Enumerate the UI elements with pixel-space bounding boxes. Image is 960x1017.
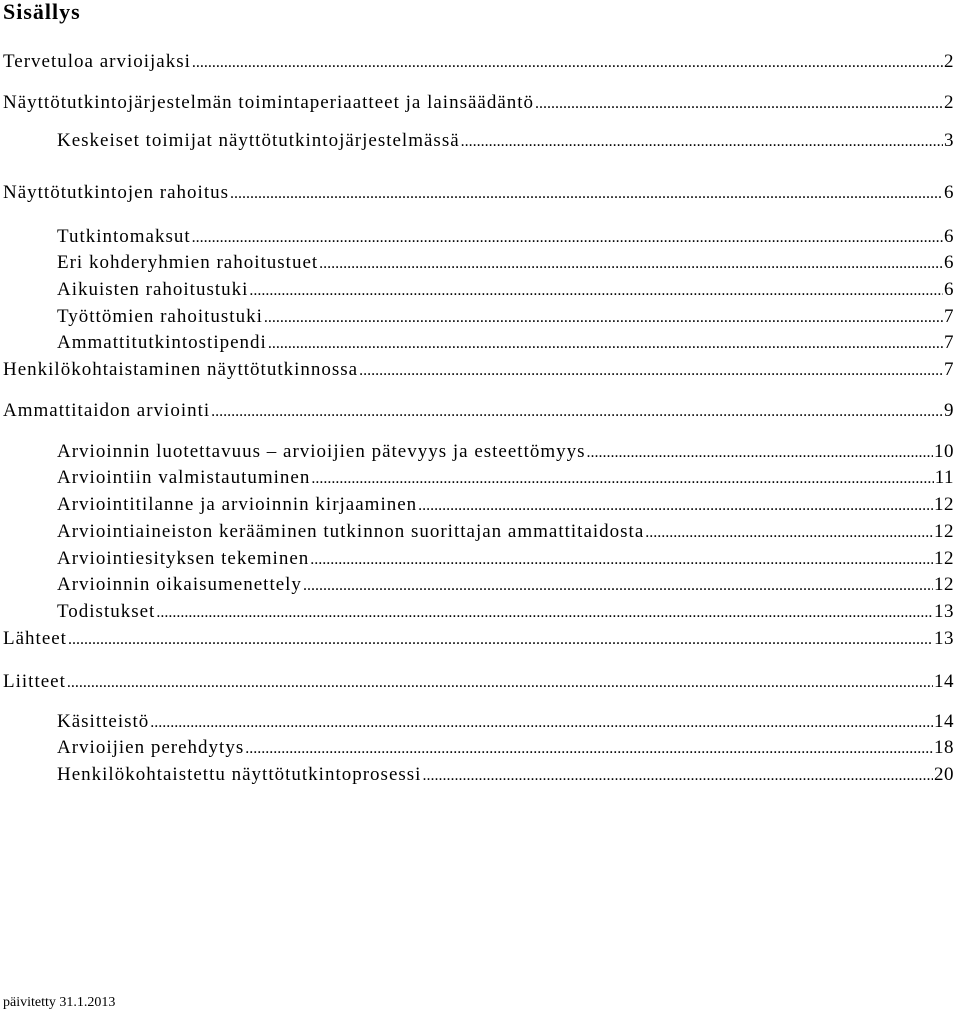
toc-entry[interactable] (57, 250, 954, 276)
toc-page-number: 11 (934, 467, 954, 488)
toc-entry[interactable] (57, 709, 954, 735)
toc-entry-title: Käsitteistö (57, 711, 150, 732)
toc-dot-leader (156, 600, 933, 626)
toc-page-number: 7 (944, 359, 954, 380)
toc-page-number: 6 (944, 226, 954, 247)
toc-page-number: 20 (934, 764, 954, 785)
toc-entry-title: Eri kohderyhmien rahoitustuet (57, 252, 319, 273)
toc-dot-leader (535, 91, 943, 117)
toc-page-number: 13 (934, 601, 954, 622)
toc-entry-title: Arviointiaineiston kerääminen tutkinnon suorittajan ammattitaidosta (57, 521, 645, 542)
toc-entry-title: Arvioinnin luotettavuus – arvioijien pätevyys ja esteettömyys (57, 441, 586, 462)
toc-entry[interactable] (57, 224, 954, 250)
toc-page-number: 7 (944, 306, 954, 327)
toc-page-number: 9 (944, 400, 954, 421)
toc-dot-leader (192, 225, 943, 251)
toc-entry-title: Arviointiin valmistautuminen (57, 467, 311, 488)
toc-dot-leader (418, 493, 933, 519)
toc-page-number: 2 (944, 92, 954, 113)
toc-entry[interactable] (3, 357, 954, 383)
toc-dot-leader (264, 305, 943, 331)
page-title: Sisällys (3, 0, 81, 24)
toc-entry-title: Henkilökohtaistettu näyttötutkintoprosessi (57, 764, 422, 785)
toc-entry[interactable] (57, 762, 954, 788)
toc-entry[interactable] (57, 439, 954, 465)
toc-page-number: 12 (934, 548, 954, 569)
toc-entry-title: Arvioinnin oikaisumenettely (57, 574, 302, 595)
toc-entry-title: Näyttötutkintojen rahoitus (3, 182, 230, 203)
toc-page-number: 3 (944, 130, 954, 151)
toc-entry-title: Aikuisten rahoitustuki (57, 279, 249, 300)
toc-page-number: 14 (934, 671, 954, 692)
toc-entry[interactable] (3, 49, 954, 75)
toc-entry-title: Todistukset (57, 601, 156, 622)
toc-page-number: 7 (944, 332, 954, 353)
toc-entry[interactable] (3, 90, 954, 116)
toc-dot-leader (587, 440, 933, 466)
toc-dot-leader (249, 278, 943, 304)
toc-page-number: 13 (934, 628, 954, 649)
toc-page-number: 12 (934, 494, 954, 515)
toc-entry[interactable] (57, 599, 954, 625)
toc-dot-leader (68, 627, 933, 653)
toc-entry-title: Liitteet (3, 671, 66, 692)
toc-dot-leader (311, 466, 933, 492)
toc-entry-title: Arvioijien perehdytys (57, 737, 245, 758)
toc-page-number: 10 (934, 441, 954, 462)
toc-dot-leader (310, 547, 933, 573)
toc-entry-title: Arviointitilanne ja arvioinnin kirjaaminen (57, 494, 418, 515)
toc-entry[interactable] (57, 519, 954, 545)
toc-dot-leader (150, 710, 933, 736)
toc-entry-title: Ammattitutkintostipendi (57, 332, 267, 353)
toc-page-number: 12 (934, 521, 954, 542)
toc-entry[interactable] (3, 180, 954, 206)
toc-dot-leader (245, 736, 933, 762)
toc-page-number: 6 (944, 182, 954, 203)
toc-entry[interactable] (57, 277, 954, 303)
toc-dot-leader (268, 331, 943, 357)
toc-page-number: 6 (944, 279, 954, 300)
toc-dot-leader (67, 670, 933, 696)
toc-page-number: 14 (934, 711, 954, 732)
toc-entry[interactable] (57, 492, 954, 518)
toc-page-number: 12 (934, 574, 954, 595)
toc-entry-title: Lähteet (3, 628, 67, 649)
toc-entry[interactable] (57, 465, 954, 491)
toc-entry-title: Näyttötutkintojärjestelmän toimintaperiaatteet ja lainsäädäntö (3, 92, 535, 113)
toc-entry[interactable] (3, 398, 954, 424)
toc-entry[interactable] (3, 626, 954, 652)
toc-entry-title: Keskeiset toimijat näyttötutkintojärjestelmässä (57, 130, 460, 151)
toc-entry[interactable] (57, 304, 954, 330)
toc-dot-leader (359, 358, 943, 384)
toc-entry[interactable] (57, 128, 954, 154)
toc-entry[interactable] (57, 330, 954, 356)
toc-entry-title: Arviointiesityksen tekeminen (57, 548, 310, 569)
toc-entry-title: Työttömien rahoitustuki (57, 306, 263, 327)
toc-dot-leader (303, 573, 933, 599)
toc-entry-title: Ammattitaidon arviointi (3, 400, 211, 421)
toc-entry[interactable] (57, 546, 954, 572)
toc-dot-leader (319, 251, 943, 277)
toc-dot-leader (645, 520, 933, 546)
toc-dot-leader (230, 181, 943, 207)
toc-entry[interactable] (57, 572, 954, 598)
toc-entry[interactable] (57, 735, 954, 761)
toc-dot-leader (211, 399, 943, 425)
toc-page-number: 18 (934, 737, 954, 758)
updated-date: päivitetty 31.1.2013 (3, 995, 116, 1010)
toc-page-number: 2 (944, 51, 954, 72)
toc-dot-leader (461, 129, 943, 155)
toc-page-number: 6 (944, 252, 954, 273)
toc-dot-leader (422, 763, 933, 789)
toc-entry-title: Henkilökohtaistaminen näyttötutkinnossa (3, 359, 359, 380)
toc-dot-leader (192, 50, 943, 76)
toc-entry[interactable] (3, 669, 954, 695)
toc-entry-title: Tutkintomaksut (57, 226, 191, 247)
toc-entry-title: Tervetuloa arvioijaksi (3, 51, 191, 72)
